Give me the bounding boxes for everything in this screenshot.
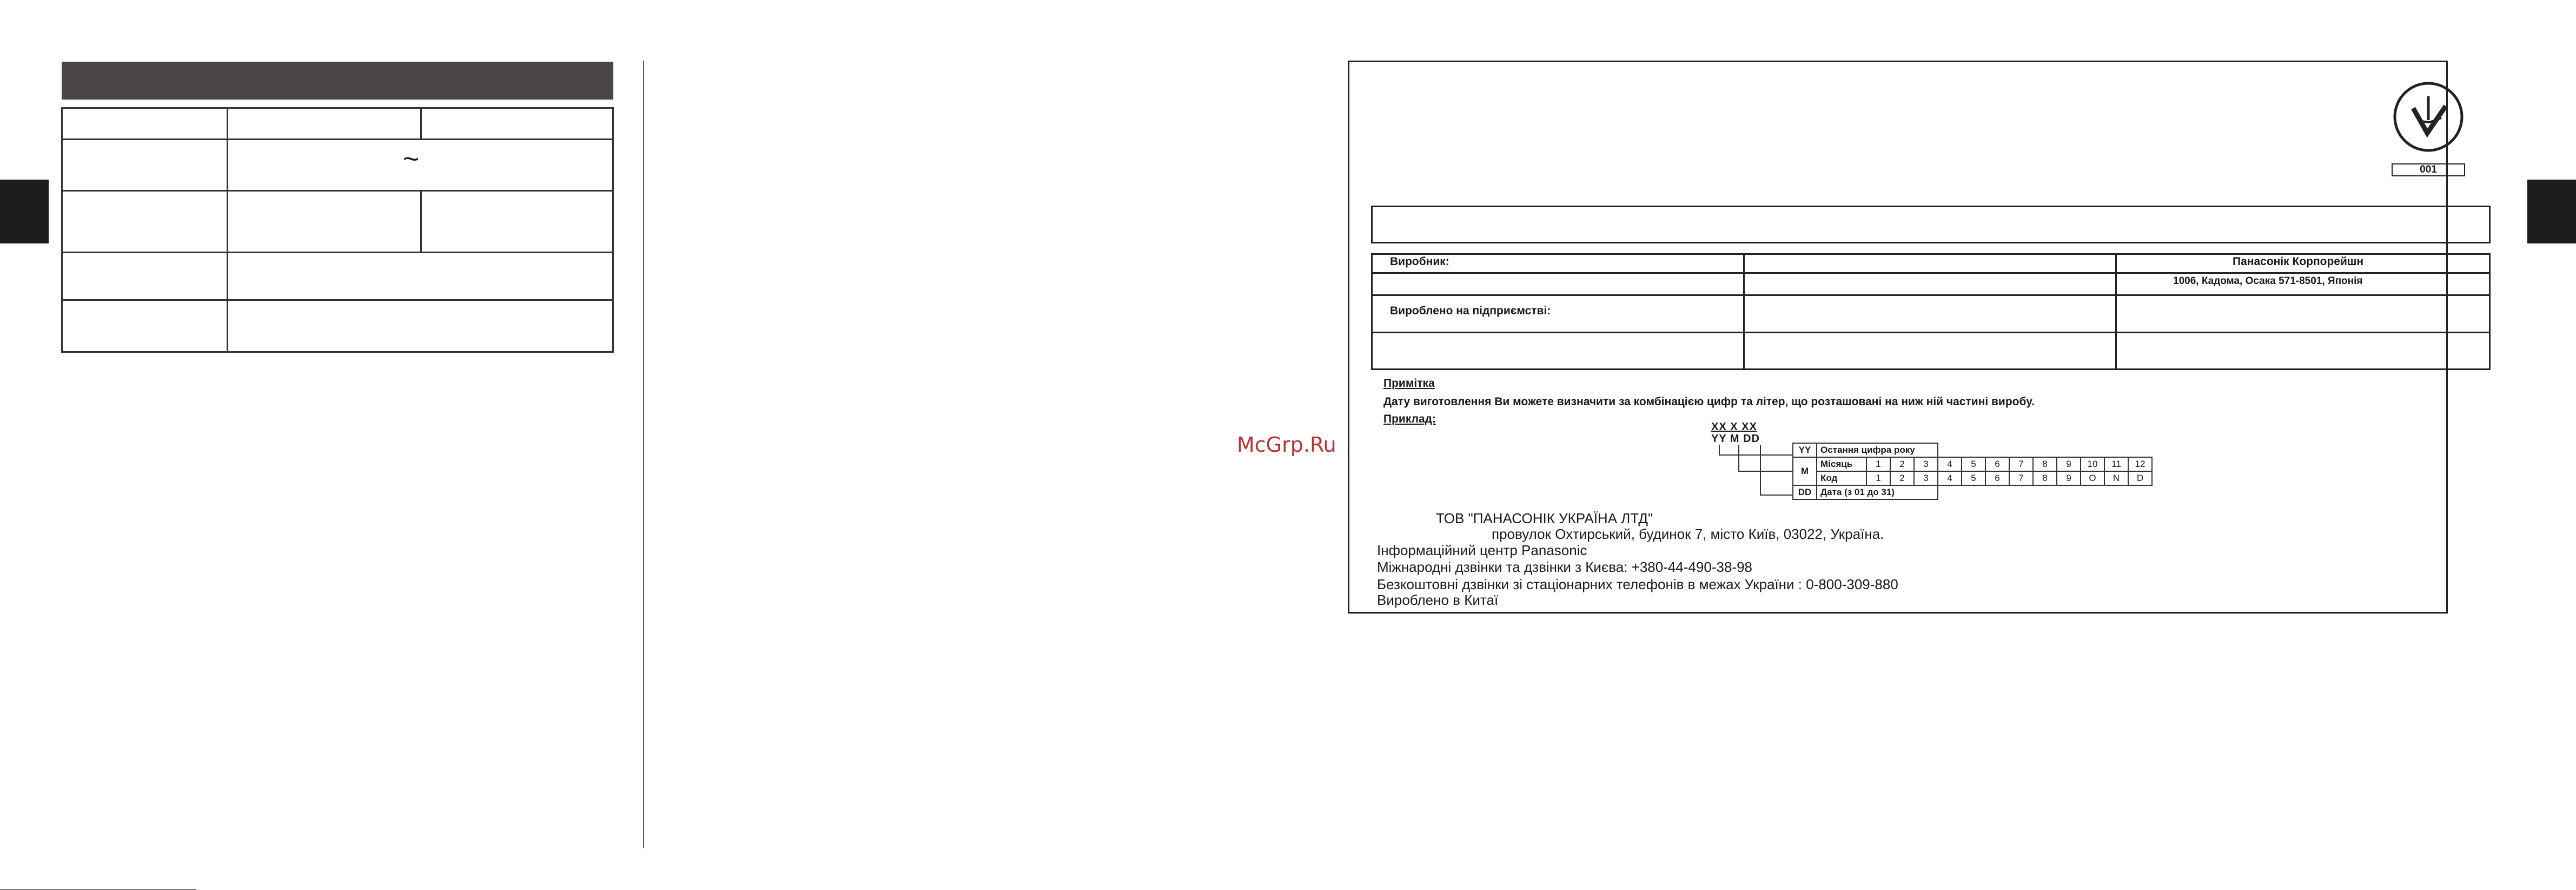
manufacturer-address: 1006, Кадома, Осака 571-8501, Японія: [2173, 275, 2363, 287]
info-center: Інформаційний центр Panasonic: [1377, 542, 1587, 558]
code-cell: 2: [1890, 471, 1915, 486]
code-cell: N: [2104, 471, 2129, 486]
spec-section-header: [62, 62, 613, 100]
code-cell: O: [2080, 471, 2105, 486]
note-text: Дату виготовлення Ви можете визначити за комбінацією цифр та літер, що розташовані на ниж ній частині виробу.: [1383, 395, 2035, 408]
month-cell: 2: [1890, 457, 1915, 472]
certification-number: 001: [2392, 163, 2465, 176]
date-code-pattern: XX X XX: [1711, 421, 1757, 433]
dd-label: DD: [1792, 485, 1817, 500]
code-cell: D: [2128, 471, 2153, 486]
month-cell: 5: [1961, 457, 1986, 472]
note-heading: Примітка: [1383, 377, 1435, 390]
code-cell: 7: [2009, 471, 2034, 486]
code-cell: 9: [2056, 471, 2081, 486]
watermark: McGrp.Ru: [1237, 433, 1336, 457]
title-box: [1371, 206, 2491, 243]
code-cell: 3: [1913, 471, 1938, 486]
month-cell: 4: [1937, 457, 1962, 472]
month-cell: 6: [1985, 457, 2010, 472]
code-cell: 8: [2032, 471, 2057, 486]
intl-calls: Міжнародні дзвінки та дзвінки з Києва: +380-44-490-38-98: [1377, 559, 1752, 575]
manufacturer-label: Виробник:: [1390, 255, 1449, 268]
company-street: провулок Охтирський, будинок 7, місто Київ, 03022, Україна.: [1492, 526, 1884, 542]
yy-description: Остання цифра року: [1816, 443, 1938, 458]
month-cell: 7: [2009, 457, 2034, 472]
page-divider: [643, 61, 644, 848]
yy-label: YY: [1792, 443, 1817, 458]
month-row-label: Місяць: [1816, 457, 1867, 472]
spec-table: [61, 107, 614, 353]
code-cell: 6: [1985, 471, 2010, 486]
ukrainian-conformity-mark-icon: [2392, 80, 2465, 155]
example-label: Приклад:: [1383, 413, 1436, 425]
dd-description: Дата (з 01 до 31): [1816, 485, 1938, 500]
made-in: Вироблено в Китаї: [1377, 592, 1499, 608]
month-cell: 11: [2104, 457, 2129, 472]
manufacturer-name: Панасонік Корпорейшн: [2233, 255, 2364, 268]
code-cell: 5: [1961, 471, 1986, 486]
code-cell: 1: [1866, 471, 1891, 486]
month-cell: 10: [2080, 457, 2105, 472]
left-side-tab: [0, 180, 49, 243]
month-cell: 9: [2056, 457, 2081, 472]
month-cell: 12: [2128, 457, 2153, 472]
m-label: M: [1792, 457, 1817, 486]
free-calls: Безкоштовні дзвінки зі стаціонарних телефонів в межах України : 0-800-309-880: [1377, 576, 1898, 592]
date-code-legend: YY M DD: [1711, 433, 1760, 445]
right-side-tab: [2527, 180, 2576, 243]
month-cell: 3: [1913, 457, 1938, 472]
code-cell: 4: [1937, 471, 1962, 486]
code-row-label: Код: [1816, 471, 1867, 486]
month-cell: 8: [2032, 457, 2057, 472]
ac-symbol: ~: [403, 143, 420, 175]
company-name: ТОВ "ПАНАСОНІК УКРАЇНА ЛТД": [1436, 510, 1653, 526]
produced-at-label: Вироблено на підприємстві:: [1390, 305, 1551, 317]
month-cell: 1: [1866, 457, 1891, 472]
